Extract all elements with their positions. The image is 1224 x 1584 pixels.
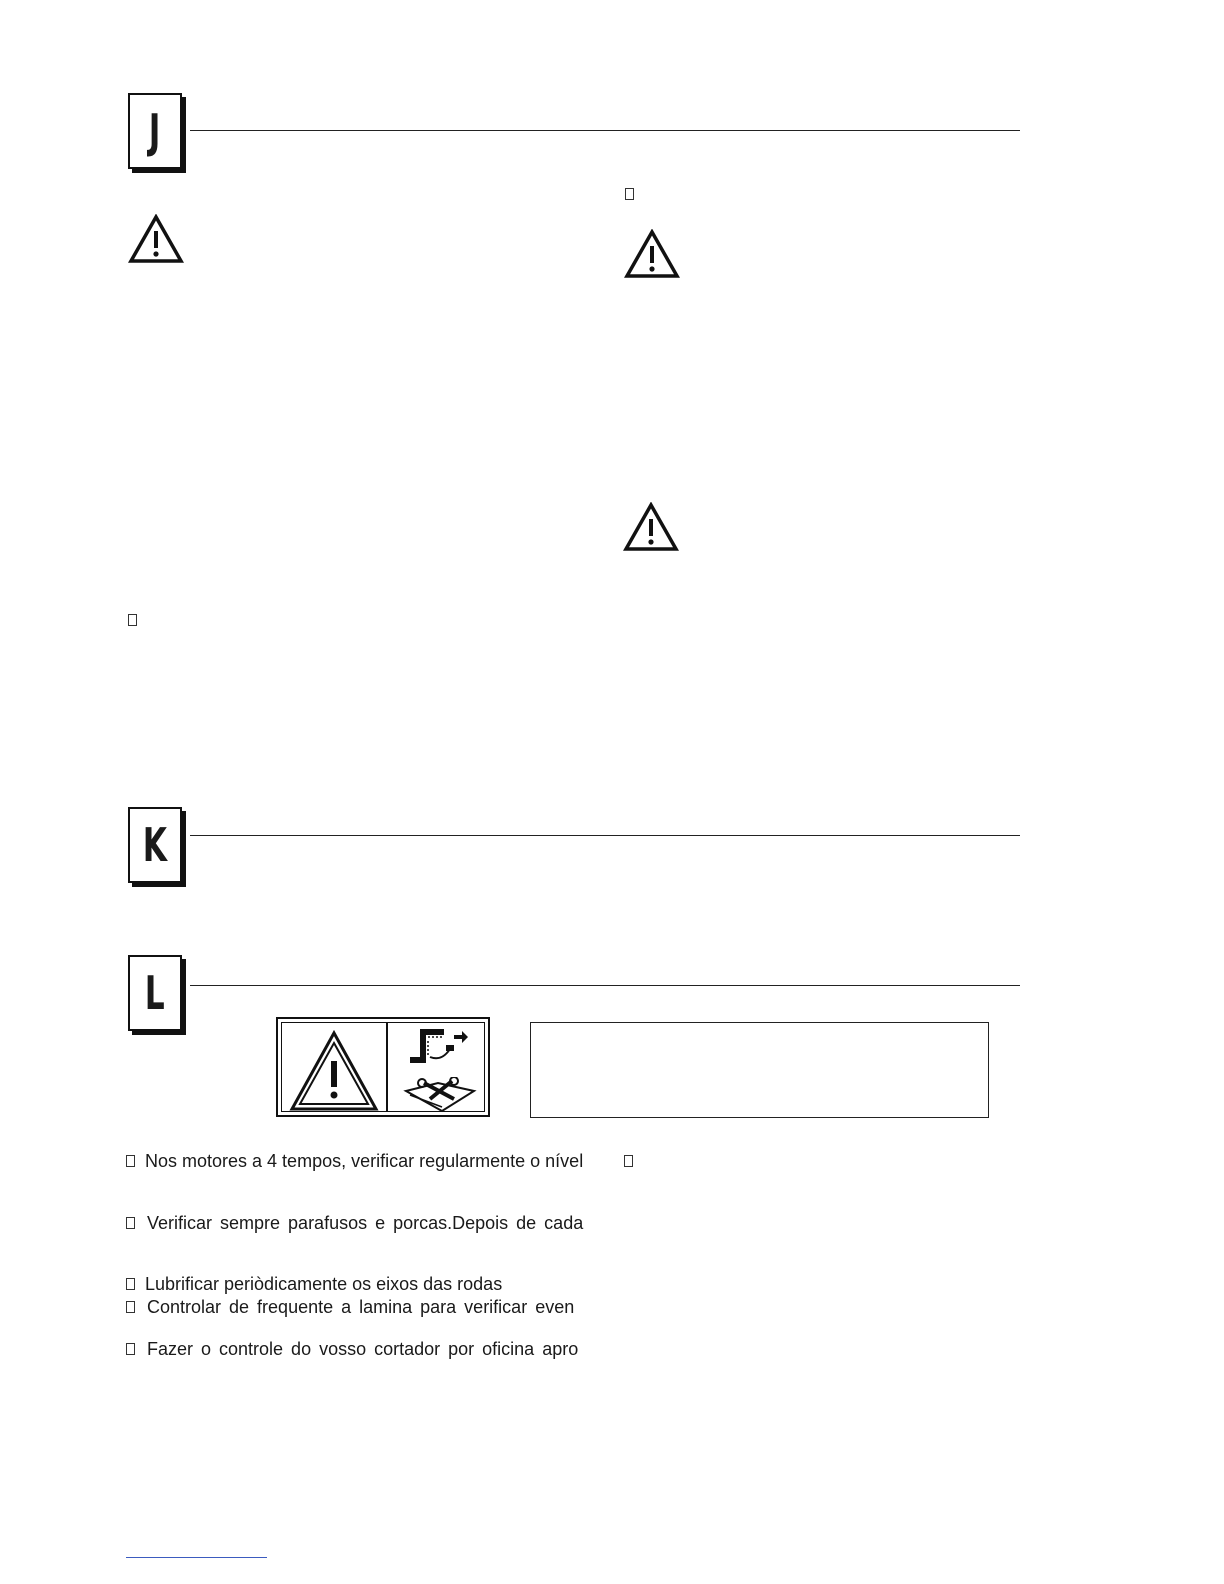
empty-text-box: [530, 1022, 989, 1118]
bullet-marker-icon: [625, 188, 634, 200]
list-item-text: Verificar sempre parafusos e porcas.Depois de cada: [147, 1213, 584, 1233]
bullet-marker-icon: [126, 1278, 135, 1290]
warning-triangle-icon: [624, 229, 680, 279]
section-k-letter: K: [142, 818, 168, 872]
list-item-text: Fazer o controle do vosso cortador por oficina apro: [147, 1339, 579, 1359]
section-j-badge: [128, 93, 184, 169]
section-l-rule: [190, 985, 1020, 986]
list-item: [126, 1214, 583, 1232]
list-item: [126, 1340, 578, 1358]
safety-pictogram-icon: [276, 1017, 490, 1117]
warning-triangle-icon: [128, 214, 184, 264]
list-item-text: Lubrificar periòdicamente os eixos das rodas: [145, 1274, 503, 1294]
disconnect-plug-icon: [406, 1027, 470, 1075]
bullet-marker-icon: [126, 1301, 135, 1313]
list-item-text: Nos motores a 4 tempos, verificar regularmente o nível: [145, 1151, 584, 1171]
bullet-marker-icon: [624, 1155, 633, 1167]
list-item: [126, 1152, 583, 1170]
list-item-text: Controlar de frequente a lamina para verificar even: [147, 1297, 575, 1317]
bullet-marker-icon: [128, 614, 137, 626]
footer-underline: [126, 1557, 267, 1558]
section-l-badge: [128, 955, 184, 1031]
bullet-marker-icon: [126, 1155, 135, 1167]
section-j-letter: J: [149, 104, 161, 158]
list-item: [126, 1298, 574, 1316]
bullet-marker-icon: [126, 1217, 135, 1229]
read-manual-icon: [402, 1077, 478, 1115]
section-k-rule: [190, 835, 1020, 836]
section-k-badge: [128, 807, 184, 883]
warning-triangle-icon: [623, 502, 679, 552]
warning-triangle-icon: [288, 1029, 380, 1113]
section-j-rule: [190, 130, 1020, 131]
bullet-marker-icon: [126, 1343, 135, 1355]
section-l-letter: L: [145, 966, 165, 1020]
list-item: [126, 1275, 502, 1293]
